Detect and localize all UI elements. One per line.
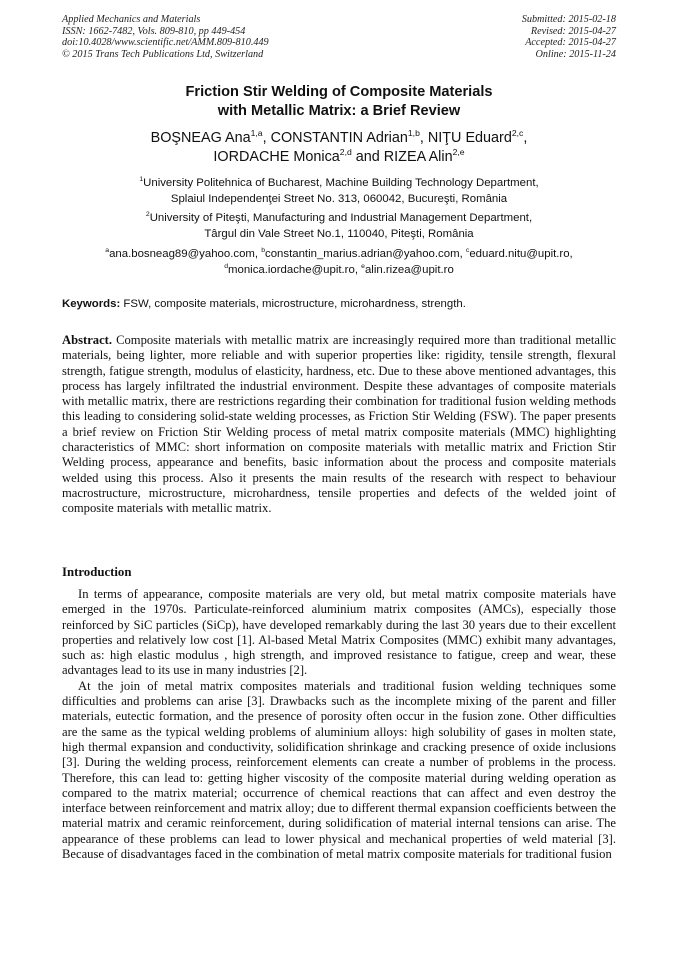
- affiliation-1: [62, 176, 616, 207]
- author-list: [62, 129, 616, 167]
- email-e-mark: e: [361, 262, 365, 270]
- revised-date: Revised: 2015-04-27: [530, 25, 616, 37]
- title-line-2: with Metallic Matrix: a Brief Review: [217, 103, 461, 119]
- author-4: IORDACHE Monica: [213, 149, 340, 165]
- journal-info: [62, 14, 269, 60]
- intro-paragraph-1: In terms of appearance, composite materials are very old, but metal matrix composite materials have emerged in the 1970s. Particulate-reinforced aluminium matrix composites (AMCs), especially those reinforced by SiC particles (SiCp), have developed remarkably during the last 30 years due to their excellent properties and relatively low cost [1]. Al-based Metal Matrix Composites (MMC) exhibit many advantages, such as: high elastic modulus , high strength, and improved resistance to fatigue, creep and wear, these advantages lead to its use in many industries [2].: [62, 587, 616, 678]
- abstract: [62, 333, 616, 517]
- author-line-2: [62, 148, 616, 167]
- email-d-mark: d: [224, 262, 229, 270]
- affiliation-2-line-1: University of Piteşti, Manufacturing and Industrial Management Department,: [149, 212, 533, 224]
- author-2: , CONSTANTIN Adrian: [262, 130, 408, 146]
- submitted-date: Submitted: 2015-02-18: [521, 14, 616, 25]
- keywords-text: FSW, composite materials, microstructure, microhardness, strength.: [120, 298, 466, 310]
- author-1-mark: 1,a: [250, 128, 263, 139]
- author-3: , NIŢU Eduard: [419, 130, 512, 146]
- affiliation-2-line-2: Târgul din Vale Street No.1, 110040, Piteşti, România: [204, 227, 474, 240]
- email-d: monica.iordache@upit.ro,: [228, 263, 362, 276]
- title-line-1: Friction Stir Welding of Composite Materials: [185, 84, 493, 100]
- abstract-label: Abstract.: [62, 333, 113, 347]
- author-line-1: [62, 129, 616, 148]
- email-b: constantin_marius.adrian@yahoo.com,: [265, 248, 466, 260]
- introduction-body: [62, 587, 616, 862]
- affiliation-2-mark: 2: [145, 211, 150, 219]
- keywords: [62, 297, 616, 312]
- accepted-date: Accepted: 2015-04-27: [525, 37, 616, 49]
- publication-dates: [522, 14, 616, 60]
- affiliation-1-mark: 1: [139, 176, 144, 184]
- author-emails: [62, 247, 616, 278]
- email-a: ana.bosneag89@yahoo.com,: [109, 248, 262, 260]
- journal-name: Applied Mechanics and Materials: [62, 14, 201, 25]
- author-5-mark: 2,e: [452, 147, 465, 158]
- issn-line: ISSN: 1662-7482, Vols. 809-810, pp 449-454: [62, 25, 246, 37]
- author-3-mark: 2,c: [511, 128, 524, 139]
- affiliation-1-line-2: Splaiul Independenţei Street No. 313, 060042, Bucureşti, România: [170, 192, 508, 205]
- abstract-text: Composite materials with metallic matrix are increasingly required more than traditional metallic materials, being lighter, more reliable and with superior properties like: rigidity, tensile strength, flexural strength, fatigue strength, modulus of elasticity, hardness, etc. Due to these above mentioned advantages, this process has largely infiltrated the industrial environment. Despite these advantages of composite materials with metallic matrix, there are restrictions regarding their combination for traditional fusion welding methods this leading to considering solid-state welding processes, as Friction Stir Welding (FSW). The paper presents a brief review on Friction Stir Welding process of metal matrix composite materials (MMC) highlighting characteristics of MMC: short information on composite materials with metallic matrix and Friction Stir Welding process, appearance and benefits, basic information about the process and composite materials welded using this process. Also it presents the main results of the research with respect to behaviour macrostructure, microstructure, microhardness, tensile properties and defects of the welded joint of composite materials with metallic matrix.: [62, 333, 616, 516]
- affiliation-2: [62, 211, 616, 242]
- paper-title: [62, 83, 616, 121]
- author-1: BOŞNEAG Ana: [150, 130, 251, 146]
- online-date: Online: 2015-11-24: [535, 48, 616, 60]
- author-4-mark: 2,d: [339, 147, 352, 158]
- author-line-comma: ,: [523, 130, 528, 146]
- affiliation-1-line-1: University Politehnica of Bucharest, Machine Building Technology Department,: [143, 177, 539, 189]
- email-a-mark: a: [105, 247, 110, 255]
- section-heading-introduction: Introduction: [62, 565, 132, 579]
- author-5: and RIZEA Alin: [351, 149, 453, 165]
- email-c: eduard.nitu@upit.ro,: [469, 248, 573, 260]
- author-2-mark: 1,b: [407, 128, 420, 139]
- doi-line: doi:10.4028/www.scientific.net/AMM.809-810.449: [62, 37, 269, 49]
- email-e: alin.rizea@upit.ro: [364, 263, 454, 276]
- intro-paragraph-2: At the join of metal matrix composites materials and traditional fusion welding techniques some difficulties and problems can arise [3]. Drawbacks such as the incomplete mixing of the parent and filler materials, eutectic formation, and the presence of porosity often occur in the fusion zone. Other difficulties are the same as the typical welding problems of aluminium alloys: high solubility of gases in molten state, high thermal expansion and conductivity, solidification shrinkage and cracking presence of oxide inclusions [3]. During the welding process, reinforcement elements can create a number of problems in the process. Therefore, this can lead to: getting higher viscosity of the composite material during welding operation as compared to the matrix material; occurrence of chemical reactions that can affect and even destroy the interface between reinforcement and matrix alloy; due to different thermal expansion coefficients between the material matrix and ceramic reinforcement, during solidification of material internal tensions can arise. The appearance of these problems can lead to lower physical and mechanical properties of weld material [3]. Because of disadvantages faced in the combination of metal matrix composite materials for traditional fusion: [62, 678, 616, 862]
- email-c-mark: c: [465, 247, 470, 255]
- keywords-label: Keywords:: [62, 298, 121, 310]
- email-b-mark: b: [261, 247, 266, 255]
- copyright-line: © 2015 Trans Tech Publications Ltd, Switzerland: [62, 48, 264, 60]
